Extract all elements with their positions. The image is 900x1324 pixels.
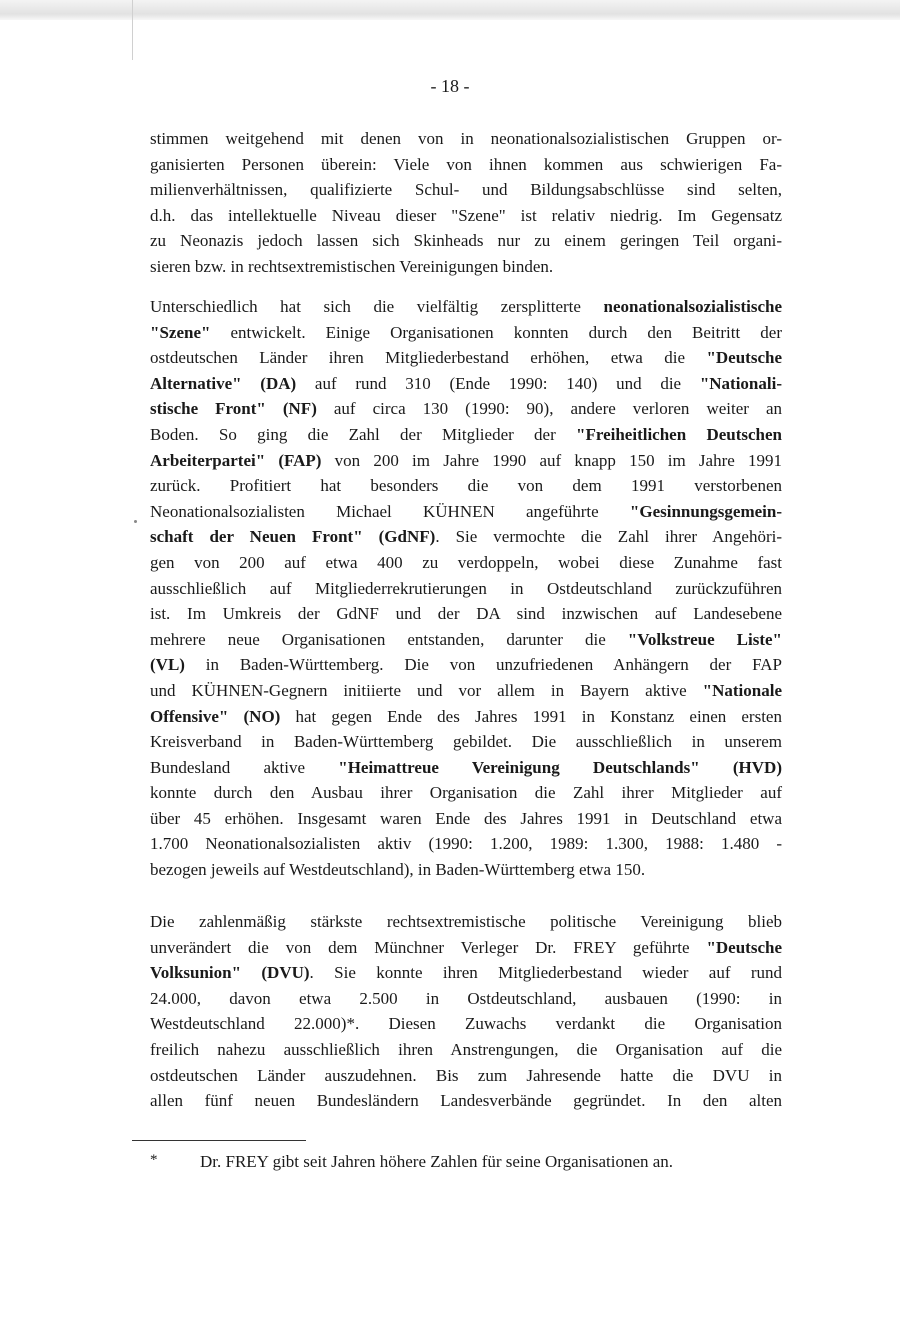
bold-term: (VL) [150, 655, 185, 675]
text-line [150, 831, 782, 857]
text-line [150, 704, 782, 730]
text-line [150, 524, 782, 550]
text-run: d.h. das intellektuelle Niveau dieser "Szene" ist relativ niedrig. Im Gegensatz [150, 205, 782, 225]
text-run: ganisierten Personen überein: Viele von ihnen kommen aus schwierigen Fa- [150, 154, 782, 174]
bold-term: neonationalsozialistische [603, 297, 782, 316]
scan-edge-shadow [0, 0, 900, 20]
paragraph-skinheads [150, 126, 782, 280]
bold-term: "Szene" [150, 322, 211, 342]
text-run: Kreisverband in Baden-Württemberg gebildet. Die ausschließlich in unserem [150, 732, 782, 752]
text-line [150, 473, 782, 499]
text-line [150, 550, 782, 576]
bold-term: Volksunion" (DVU) [150, 963, 310, 983]
text-line [150, 499, 782, 525]
text-run: Die zahlenmäßig stärkste rechtsextremistische politische Vereinigung blieb [150, 912, 782, 931]
text-run: ostdeutschen Länder ihren Mitgliederbestand erhöhen, etwa die [150, 348, 707, 368]
bold-term: "Nationale [702, 680, 782, 700]
text-line [150, 152, 782, 178]
text-run: Unterschiedlich hat sich die vielfältig zersplitterte [150, 297, 604, 316]
text-line [150, 652, 782, 678]
text-line [150, 755, 782, 781]
text-line [150, 576, 782, 602]
text-line [150, 935, 782, 961]
paragraph-dvu [150, 909, 782, 1114]
bold-term: "Deutsche [706, 348, 782, 368]
text-line [150, 371, 782, 397]
text-run: allen fünf neuen Bundesländern Landesverbände gegründet. In den alten [150, 1091, 782, 1111]
text-line [150, 126, 782, 152]
text-line [150, 1011, 782, 1037]
text-line [150, 1088, 782, 1114]
text-run: hat gegen Ende des Jahres 1991 in Konstanz einen ersten [280, 706, 782, 726]
text-line [150, 601, 782, 627]
text-line [150, 320, 782, 346]
footnote-marker: * [150, 1152, 158, 1168]
text-run: sieren bzw. in rechtsextremistischen Vereinigungen binden. [150, 256, 554, 276]
text-line [150, 857, 782, 883]
text-line [150, 729, 782, 755]
text-run: freilich nahezu ausschließlich ihren Anstrengungen, die Organisation auf die [150, 1039, 782, 1059]
text-line [150, 806, 782, 832]
text-run: zurück. Profitiert hat besonders die von dem 1991 verstorbenen [150, 476, 782, 496]
text-run: . Sie konnte ihren Mitgliederbestand wieder auf rund [309, 963, 783, 983]
text-run: Bundesland aktive [150, 757, 339, 777]
text-run: Boden. So ging die Zahl der Mitglieder der [150, 424, 577, 444]
bold-term: "Heimattreue Vereinigung Deutschlands" (HVD) [338, 757, 782, 777]
text-run: Neonationalsozialisten Michael KÜHNEN angeführte [150, 501, 630, 521]
text-line [150, 1037, 782, 1063]
footnote-text: Dr. FREY gibt seit Jahren höhere Zahlen für seine Organisationen an. [200, 1152, 674, 1171]
bold-term: "Gesinnungsgemein- [629, 501, 782, 521]
text-line [150, 627, 782, 653]
bold-term: Arbeiterpartei" (FAP) [150, 450, 322, 470]
text-line [150, 203, 782, 229]
text-line [150, 448, 782, 474]
text-line [150, 422, 782, 448]
text-run: entwickelt. Einige Organisationen konnten durch den Beitritt der [210, 322, 782, 342]
text-run: stimmen weitgehend mit denen von in neonationalsozialistischen Gruppen or- [150, 129, 782, 148]
text-line [150, 986, 782, 1012]
paragraph-neonazi-scene [150, 294, 782, 883]
text-run: ostdeutschen Länder auszudehnen. Bis zum Jahresende hatte die DVU in [150, 1065, 782, 1085]
text-line [150, 177, 782, 203]
text-run: unverändert die von dem Münchner Verleger Dr. FREY geführte [150, 937, 707, 957]
bold-term: "Volkstreue Liste" [627, 629, 782, 649]
text-line [150, 254, 782, 280]
text-line [150, 780, 782, 806]
text-run: auf circa 130 (1990: 90), andere verloren weiter an [316, 399, 782, 419]
text-run: in Baden-Württemberg. Die von unzufriedenen Anhängern der FAP [184, 655, 782, 675]
bold-term: Alternative" (DA) [150, 373, 297, 393]
scan-artifact-line [132, 0, 133, 60]
text-line [150, 909, 782, 935]
text-run: Westdeutschland 22.000)*. Diesen Zuwachs verdankt die Organisation [150, 1014, 782, 1034]
text-run: und KÜHNEN-Gegnern initiierte und vor allem in Bayern aktive [150, 680, 703, 700]
text-run: über 45 erhöhen. Insgesamt waren Ende des Jahres 1991 in Deutschland etwa [150, 808, 782, 828]
text-run: . Sie vermochte die Zahl ihrer Angehöri- [435, 527, 782, 547]
text-run: mehrere neue Organisationen entstanden, darunter die [150, 629, 628, 649]
bold-term: "Nationali- [699, 373, 782, 393]
text-line [150, 396, 782, 422]
footnote-divider [132, 1140, 306, 1141]
text-line [150, 228, 782, 254]
bold-term: Offensive" (NO) [150, 706, 281, 726]
text-run: konnte durch den Ausbau ihrer Organisation die Zahl ihrer Mitglieder auf [150, 783, 782, 803]
bold-term: "Deutsche [706, 937, 782, 957]
text-run: ist. Im Umkreis der GdNF und der DA sind inzwischen auf Landesebene [150, 604, 782, 624]
text-run: gen von 200 auf etwa 400 zu verdoppeln, wobei diese Zunahme fast [150, 552, 782, 572]
bold-term: stische Front" (NF) [150, 399, 317, 419]
text-run: zu Neonazis jedoch lassen sich Skinheads nur zu einem geringen Teil organi- [150, 231, 782, 251]
text-run: 1.700 Neonationalsozialisten aktiv (1990: 1.200, 1989: 1.300, 1988: 1.480 - [150, 834, 782, 854]
scan-speck [134, 520, 137, 523]
text-line [150, 960, 782, 986]
text-run: auf rund 310 (Ende 1990: 140) und die [296, 373, 700, 393]
page-number: - 18 - [430, 76, 470, 96]
text-run: 24.000, davon etwa 2.500 in Ostdeutschland, ausbauen (1990: in [150, 988, 782, 1008]
text-line [150, 345, 782, 371]
text-line [150, 1063, 782, 1089]
text-run: von 200 im Jahre 1990 auf knapp 150 im Jahre 1991 [321, 450, 782, 470]
bold-term: "Freiheitlichen Deutschen [576, 424, 782, 444]
text-run: milienverhältnissen, qualifizierte Schul- und Bildungsabschlüsse sind selten, [150, 180, 782, 200]
text-run: bezogen jeweils auf Westdeutschland), in Baden-Württemberg etwa 150. [150, 860, 646, 880]
text-line [150, 294, 782, 320]
text-run: ausschließlich auf Mitgliederrekrutierungen in Ostdeutschland zurückzuführen [150, 578, 782, 598]
bold-term: schaft der Neuen Front" (GdNF) [150, 527, 436, 547]
text-line [150, 678, 782, 704]
